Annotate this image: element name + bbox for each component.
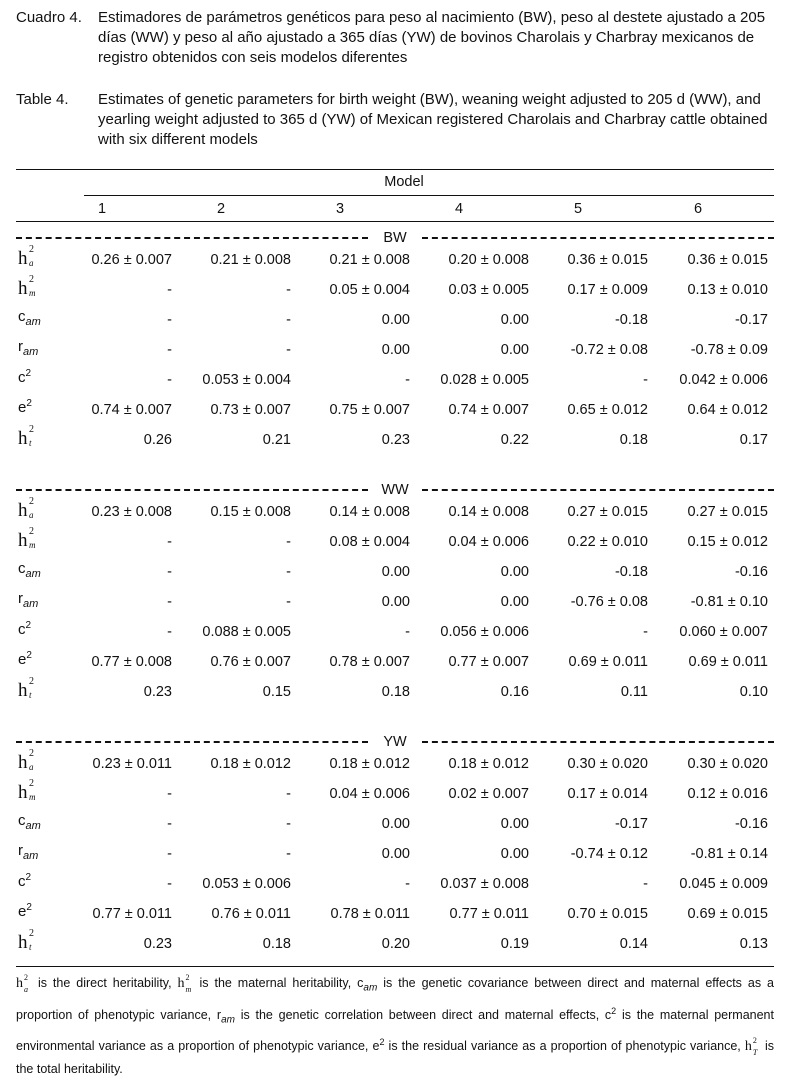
footnote-part-2: is the maternal heritability, c [199, 976, 364, 990]
parameter-symbol-h-m: h 2 m [18, 526, 36, 551]
table-cell: 0.77 ± 0.007 [448, 654, 529, 670]
table-cell: 0.20 ± 0.008 [448, 252, 529, 268]
table-row [16, 898, 774, 928]
table-cell: 0.042 ± 0.006 [679, 372, 768, 388]
footnote-part-3: is the genetic covariance between direct and maternal effects as a proportion of phenotypic variance, r [16, 976, 774, 1022]
table-cell: -0.18 [614, 312, 648, 328]
table-cell: 0.75 ± 0.007 [329, 402, 410, 418]
table-row [16, 334, 774, 364]
table-cell: 0.69 ± 0.011 [688, 654, 768, 670]
table-cell: 0.78 ± 0.011 [330, 906, 410, 922]
table-cell: - [286, 342, 291, 358]
table-cell: 0.17 ± 0.009 [567, 282, 648, 298]
table-cell: 0.00 [500, 342, 529, 358]
table-cell: -0.74 ± 0.12 [570, 846, 648, 862]
table-cell: - [167, 564, 172, 580]
table-cell: 0.14 ± 0.008 [448, 504, 529, 520]
footnote-part-1: is the direct heritability, [37, 976, 172, 990]
table-cell: -0.76 ± 0.08 [570, 594, 648, 610]
table-cell: -0.16 [734, 816, 768, 832]
table-bottom-rule [16, 966, 774, 967]
table-cell: - [405, 876, 410, 892]
table-cell: 0.045 ± 0.009 [679, 876, 768, 892]
table-cell: 0.74 ± 0.007 [448, 402, 529, 418]
table-cell: 0.060 ± 0.007 [679, 624, 768, 640]
table-cell: 0.19 [500, 936, 529, 952]
table-cell: 0.20 [381, 936, 410, 952]
parameter-symbol-h-a: h 2 a [18, 748, 34, 773]
table-cell: 0.65 ± 0.012 [567, 402, 648, 418]
header-bottom-rule [16, 221, 774, 222]
h-t-symbol: h 2 T [744, 1036, 758, 1058]
table-cell: -0.16 [734, 564, 768, 580]
table-cell: - [167, 876, 172, 892]
table-cell: - [286, 786, 291, 802]
footnote-part-4: is the genetic correlation between direct and maternal effects, c [240, 1007, 612, 1022]
table-cell: 0.14 ± 0.008 [329, 504, 410, 520]
h-a-symbol: h 2 a [16, 973, 28, 994]
table-cell: 0.10 [739, 684, 768, 700]
table-cell: 0.04 ± 0.006 [448, 534, 529, 550]
table-cell: - [643, 372, 648, 388]
table-cell: 0.00 [500, 312, 529, 328]
table-cell: 0.028 ± 0.005 [440, 372, 529, 388]
model-number-3: 3 [335, 201, 345, 217]
table-cell: - [286, 534, 291, 550]
table-cell: 0.74 ± 0.007 [91, 402, 172, 418]
table-cell: 0.13 [739, 936, 768, 952]
table-cell: 0.23 [381, 432, 410, 448]
table-cell: 0.22 ± 0.010 [567, 534, 648, 550]
table-cell: -0.78 ± 0.09 [690, 342, 768, 358]
table-cell: - [286, 312, 291, 328]
table-cell: 0.30 ± 0.020 [567, 756, 648, 772]
table-cell: - [643, 876, 648, 892]
parameter-symbol-e2: $e^2$ [18, 398, 32, 416]
caption-en-text: Estimates of genetic parameters for birth weight (BW), weaning weight adjusted to 205 d (WW), and yearling weight adjusted to 365 d (YW) of Mexican registered Charolais and Charbray cattle obtained with six different models [98, 91, 768, 148]
table-cell: 0.27 ± 0.015 [687, 504, 768, 520]
caption-es-text: Estimadores de parámetros genéticos para peso al nacimiento (BW), peso al destete ajustado a 205 días (WW) y peso al año ajustado a 365 días (YW) de bovinos Charolais y Charbray mexicanos de registro obtenidos con seis modelos diferentes [98, 9, 766, 66]
table-cell: - [167, 282, 172, 298]
table-cell: 0.00 [500, 564, 529, 580]
table-row [16, 496, 774, 526]
table-cell: 0.77 ± 0.008 [91, 654, 172, 670]
parameter-symbol-c2: $c^2$ [18, 620, 32, 638]
table-cell: 0.08 ± 0.004 [329, 534, 410, 550]
model-number-6: 6 [693, 201, 703, 217]
table-cell: 0.03 ± 0.005 [448, 282, 529, 298]
table-row [16, 928, 774, 958]
table-row [16, 748, 774, 778]
table-top-rule [16, 169, 774, 170]
table-cell: - [405, 624, 410, 640]
table-row [16, 676, 774, 706]
table-cell: - [286, 282, 291, 298]
table-cell: 0.21 ± 0.008 [329, 252, 410, 268]
table-cell: -0.81 ± 0.14 [690, 846, 768, 862]
table-cell: 0.17 ± 0.014 [567, 786, 648, 802]
caption-english [16, 90, 778, 150]
group-dash-left [16, 741, 368, 743]
caption-en-label: Table 4. [16, 91, 69, 108]
table-cell: 0.00 [381, 342, 410, 358]
group-dash-right [422, 237, 774, 239]
table-cell: 0.00 [500, 846, 529, 862]
table-cell: 0.73 ± 0.007 [210, 402, 291, 418]
table-row [16, 556, 774, 586]
table-cell: 0.69 ± 0.011 [568, 654, 648, 670]
table-cell: - [167, 372, 172, 388]
parameter-symbol-h-t: h 2 t [18, 928, 34, 953]
table-row [16, 586, 774, 616]
parameter-symbol-r-am: $r_{am}$ [18, 590, 39, 610]
group-dash-left [16, 237, 368, 239]
parameter-symbol-c-am: $c_{am}$ [18, 560, 41, 580]
parameter-symbol-r-am: $r_{am}$ [18, 338, 39, 358]
parameter-symbol-h-m: h 2 m [18, 778, 36, 803]
table-cell: 0.00 [381, 816, 410, 832]
h-m-symbol: h 2 m [177, 973, 192, 994]
table-cell: 0.04 ± 0.006 [329, 786, 410, 802]
table-cell: 0.12 ± 0.016 [687, 786, 768, 802]
table-row [16, 778, 774, 808]
caption-es-label: Cuadro 4. [16, 9, 82, 26]
footnote-part-5: is the maternal permanent environmental variance as a proportion of phenotypic variance, e [16, 1007, 774, 1054]
table-cell: 0.00 [500, 816, 529, 832]
table-cell: 0.23 ± 0.011 [92, 756, 172, 772]
table-cell: 0.26 [143, 432, 172, 448]
table-row [16, 304, 774, 334]
table-cell: - [286, 594, 291, 610]
table-row [16, 244, 774, 274]
table-cell: 0.23 [143, 684, 172, 700]
parameter-symbol-h-t: h 2 t [18, 676, 34, 701]
table-cell: - [286, 816, 291, 832]
table-cell: - [286, 564, 291, 580]
table-cell: 0.78 ± 0.007 [329, 654, 410, 670]
table-cell: 0.00 [381, 594, 410, 610]
table-cell: 0.23 [143, 936, 172, 952]
table-cell: 0.00 [381, 312, 410, 328]
table-cell: 0.02 ± 0.007 [448, 786, 529, 802]
table-cell: 0.22 [500, 432, 529, 448]
table-row [16, 838, 774, 868]
table-cell: 0.77 ± 0.011 [449, 906, 529, 922]
table-cell: 0.21 ± 0.008 [210, 252, 291, 268]
table-cell: 0.69 ± 0.015 [687, 906, 768, 922]
table-cell: 0.76 ± 0.007 [210, 654, 291, 670]
table-cell: 0.037 ± 0.008 [440, 876, 529, 892]
footnote-part-7: is the total heritability. [16, 1039, 774, 1077]
table-cell: 0.053 ± 0.004 [202, 372, 291, 388]
parameter-symbol-c-am: $c_{am}$ [18, 812, 41, 832]
table-cell: - [167, 624, 172, 640]
table-cell: -0.18 [614, 564, 648, 580]
table-cell: 0.00 [500, 594, 529, 610]
table-cell: 0.15 [262, 684, 291, 700]
table-cell: 0.16 [500, 684, 529, 700]
table-cell: 0.18 ± 0.012 [329, 756, 410, 772]
group-dash-right [422, 489, 774, 491]
parameter-symbol-h-a: h 2 a [18, 244, 34, 269]
table-cell: 0.056 ± 0.006 [440, 624, 529, 640]
table-cell: 0.18 ± 0.012 [210, 756, 291, 772]
table-cell: - [643, 624, 648, 640]
table-cell: 0.77 ± 0.011 [92, 906, 172, 922]
table-cell: 0.21 [262, 432, 291, 448]
table-cell: 0.053 ± 0.006 [202, 876, 291, 892]
table-cell: 0.23 ± 0.008 [91, 504, 172, 520]
group-dash-left [16, 489, 368, 491]
table-cell: 0.64 ± 0.012 [687, 402, 768, 418]
table-cell: 0.05 ± 0.004 [329, 282, 410, 298]
parameter-symbol-h-m: h 2 m [18, 274, 36, 299]
table-cell: -0.72 ± 0.08 [570, 342, 648, 358]
table-cell: 0.15 ± 0.008 [210, 504, 291, 520]
table-cell: 0.18 [262, 936, 291, 952]
table-cell: 0.27 ± 0.015 [567, 504, 648, 520]
parameter-symbol-c2: $c^2$ [18, 368, 32, 386]
parameter-symbol-h-t: h 2 t [18, 424, 34, 449]
table-row [16, 274, 774, 304]
table-row [16, 526, 774, 556]
table-cell: 0.088 ± 0.005 [202, 624, 291, 640]
table-cell: - [167, 342, 172, 358]
table-cell: 0.18 [619, 432, 648, 448]
table-row [16, 646, 774, 676]
model-header: Model [384, 174, 424, 190]
model-number-2: 2 [216, 201, 226, 217]
parameter-symbol-c2: $c^2$ [18, 872, 32, 890]
parameter-symbol-h-a: h 2 a [18, 496, 34, 521]
parameter-symbol-e2: $e^2$ [18, 650, 32, 668]
group-dash-right [422, 741, 774, 743]
table-row [16, 424, 774, 454]
table-cell: 0.18 [381, 684, 410, 700]
table-cell: - [167, 786, 172, 802]
table-cell: -0.17 [614, 816, 648, 832]
table-row [16, 616, 774, 646]
group-label: BW [383, 230, 407, 246]
table-row [16, 808, 774, 838]
table-cell: -0.81 ± 0.10 [690, 594, 768, 610]
footnote-part-6: is the residual variance as a proportion of phenotypic variance, [388, 1039, 741, 1054]
table-cell: - [167, 846, 172, 862]
table-cell: 0.18 ± 0.012 [448, 756, 529, 772]
group-label: YW [383, 734, 407, 750]
table-cell: - [167, 594, 172, 610]
table-cell: 0.00 [381, 846, 410, 862]
table-cell: - [167, 534, 172, 550]
table-cell: 0.13 ± 0.010 [687, 282, 768, 298]
table-cell: 0.30 ± 0.020 [687, 756, 768, 772]
group-label: WW [381, 482, 409, 498]
parameter-symbol-e2: $e^2$ [18, 902, 32, 920]
table-cell: -0.17 [734, 312, 768, 328]
model-number-1: 1 [97, 201, 107, 217]
table-cell: 0.15 ± 0.012 [687, 534, 768, 550]
table-cell: 0.76 ± 0.011 [211, 906, 291, 922]
table-cell: 0.36 ± 0.015 [687, 252, 768, 268]
table-cell: 0.14 [619, 936, 648, 952]
table-row [16, 868, 774, 898]
table-cell: 0.26 ± 0.007 [91, 252, 172, 268]
table-cell: 0.11 [620, 684, 648, 700]
table-cell: - [405, 372, 410, 388]
table-cell: 0.00 [381, 564, 410, 580]
table-cell: 0.36 ± 0.015 [567, 252, 648, 268]
table-row [16, 394, 774, 424]
table-row [16, 364, 774, 394]
table-cell: - [286, 846, 291, 862]
model-number-4: 4 [454, 201, 464, 217]
table-cell: - [167, 312, 172, 328]
table-cell: 0.70 ± 0.015 [567, 906, 648, 922]
model-header-rule [84, 195, 774, 196]
table-cell: - [167, 816, 172, 832]
parameter-symbol-r-am: $r_{am}$ [18, 842, 39, 862]
table-cell: 0.17 [739, 432, 768, 448]
model-number-5: 5 [573, 201, 583, 217]
caption-spanish [16, 8, 778, 68]
parameter-symbol-c-am: $c_{am}$ [18, 308, 41, 328]
footnote: h 2 a is the direct heritability, h 2 m is the maternal heritability, $c_{am}$ is the genetic covariance between direct and maternal effects as a proportion of phenotypic variance, $r_{am}$ is the genetic correlation between direct and maternal effects, $c^2$ is the maternal permanent environmental variance as a proportion of phenotypic variance, $e^2$ is the residual variance as a proportion of phenotypic variance, h 2 T is the total heritability. [16, 973, 774, 1077]
